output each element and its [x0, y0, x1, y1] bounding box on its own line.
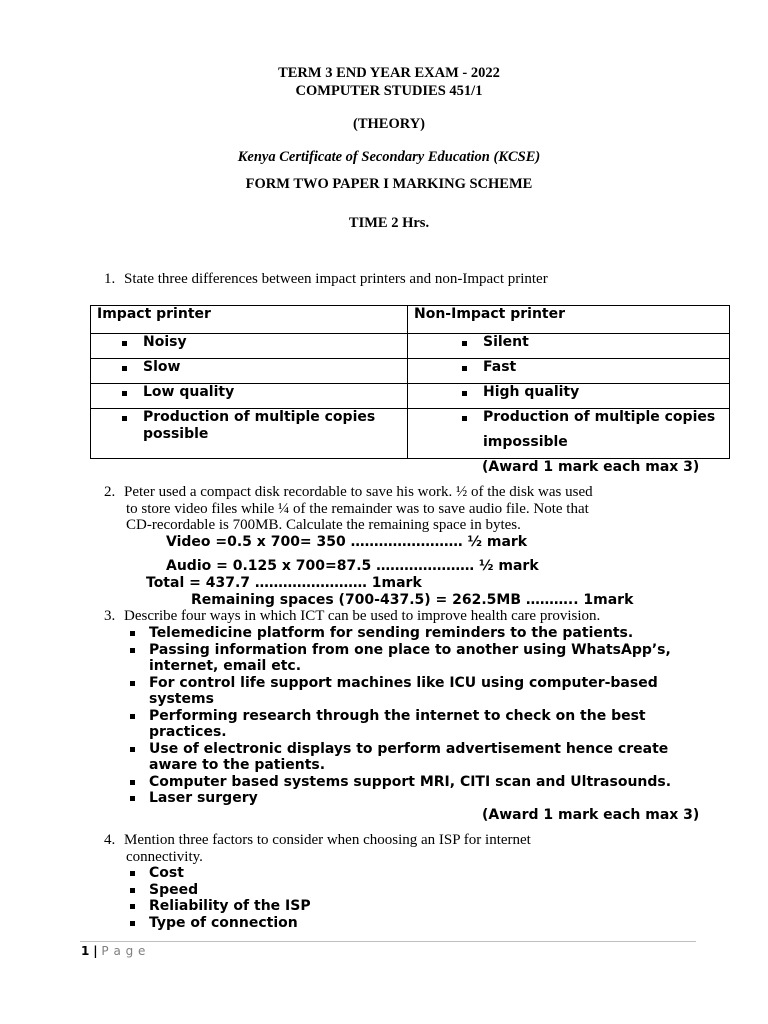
- printer-comparison-table: [90, 305, 730, 459]
- bullet-icon: [462, 366, 467, 371]
- bullet-icon: [462, 391, 467, 396]
- table-row: [91, 409, 730, 459]
- answer-video: Video =0.5 x 700= 350 …………………… ½ mark: [166, 534, 528, 550]
- paper-type: (THEORY): [353, 116, 425, 132]
- question-number: 4.: [104, 832, 116, 848]
- column-header-impact: Impact printer: [97, 306, 211, 322]
- bullet-icon: [130, 796, 135, 801]
- footer-separator: |: [93, 944, 98, 958]
- column-header-non-impact: Non-Impact printer: [414, 306, 566, 322]
- table-row: [91, 334, 730, 359]
- table-cell: Production of multiple copies impossible: [483, 409, 716, 450]
- exam-title: TERM 3 END YEAR EXAM - 2022: [278, 65, 500, 81]
- question-2: [104, 484, 593, 501]
- table-cell: Slow: [143, 359, 181, 375]
- list-item: Computer based systems support MRI, CITI scan and Ultrasounds.: [127, 774, 687, 791]
- question-number: 3.: [104, 608, 116, 624]
- footer-divider: [80, 941, 696, 942]
- question-number: 1.: [104, 271, 116, 287]
- table-cell: Noisy: [143, 334, 187, 350]
- list-item: Performing research through the internet to check on the best practices.: [127, 708, 687, 741]
- table-cell: Silent: [483, 334, 529, 350]
- question-text-line: to store video files while ¼ of the remainder was to save audio file. Note that: [126, 500, 589, 517]
- bullet-icon: [122, 391, 127, 396]
- bullet-icon: [122, 416, 127, 421]
- list-item: Laser surgery: [127, 790, 687, 807]
- table-header-row: [91, 306, 730, 334]
- time-allowed: TIME 2 Hrs.: [348, 215, 430, 231]
- question-text: State three differences between impact printers and non-Impact printer: [124, 271, 548, 287]
- table-cell: Low quality: [143, 384, 235, 400]
- bullet-icon: [130, 681, 135, 686]
- table-row: [91, 359, 730, 384]
- question-3: [104, 608, 600, 625]
- list-item: Cost: [127, 865, 687, 882]
- page-footer: [81, 944, 146, 958]
- question-1: [104, 271, 548, 288]
- isp-factors-answers: [127, 865, 687, 931]
- bullet-icon: [130, 631, 135, 636]
- list-item: Speed: [127, 882, 687, 899]
- bullet-icon: [122, 366, 127, 371]
- subject-title: COMPUTER STUDIES 451/1: [295, 83, 483, 99]
- table-cell: High quality: [483, 384, 580, 400]
- certificate-title: Kenya Certificate of Secondary Education (KCSE): [237, 149, 541, 165]
- list-item: Passing information from one place to another using WhatsApp’s, internet, email etc.: [127, 642, 687, 675]
- list-item: For control life support machines like ICU using computer-based systems: [127, 675, 687, 708]
- list-item: Reliability of the ISP: [127, 898, 687, 915]
- marking-scheme-title: FORM TWO PAPER I MARKING SCHEME: [245, 176, 533, 192]
- list-item: Use of electronic displays to perform advertisement hence create aware to the patients.: [127, 741, 687, 774]
- question-4: [104, 832, 531, 849]
- question-text: Describe four ways in which ICT can be used to improve health care provision.: [124, 608, 601, 624]
- question-number: 2.: [104, 484, 116, 500]
- bullet-icon: [130, 921, 135, 926]
- answer-audio: Audio = 0.125 x 700=87.5 ………………… ½ mark: [166, 558, 539, 574]
- question-text-line: connectivity.: [126, 848, 203, 865]
- health-ict-answers: [127, 625, 687, 807]
- question-text: Peter used a compact disk recordable to save his work. ½ of the disk was used: [124, 484, 593, 500]
- bullet-icon: [462, 341, 467, 346]
- bullet-icon: [130, 871, 135, 876]
- table-cell: Fast: [483, 359, 517, 375]
- bullet-icon: [130, 648, 135, 653]
- bullet-icon: [130, 714, 135, 719]
- answer-remaining: Remaining spaces (700-437.5) = 262.5MB ……….. 1mark: [191, 592, 634, 608]
- question-text-line: CD-recordable is 700MB. Calculate the remaining space in bytes.: [126, 517, 521, 533]
- list-item: Type of connection: [127, 915, 687, 932]
- bullet-icon: [462, 416, 467, 421]
- bullet-icon: [130, 904, 135, 909]
- bullet-icon: [130, 747, 135, 752]
- bullet-icon: [130, 780, 135, 785]
- bullet-icon: [130, 888, 135, 893]
- list-item: Telemedicine platform for sending reminders to the patients.: [127, 625, 687, 642]
- page-number: 1: [81, 944, 90, 958]
- question-text: Mention three factors to consider when choosing an ISP for internet: [124, 832, 531, 848]
- answer-total: Total = 437.7 …………………… 1mark: [146, 575, 422, 591]
- table-cell: Production of multiple copies possible: [143, 409, 376, 442]
- bullet-icon: [122, 341, 127, 346]
- award-note-q1: (Award 1 mark each max 3): [482, 459, 700, 475]
- award-note-q3: (Award 1 mark each max 3): [482, 807, 700, 823]
- page-label: P a g e: [101, 944, 146, 958]
